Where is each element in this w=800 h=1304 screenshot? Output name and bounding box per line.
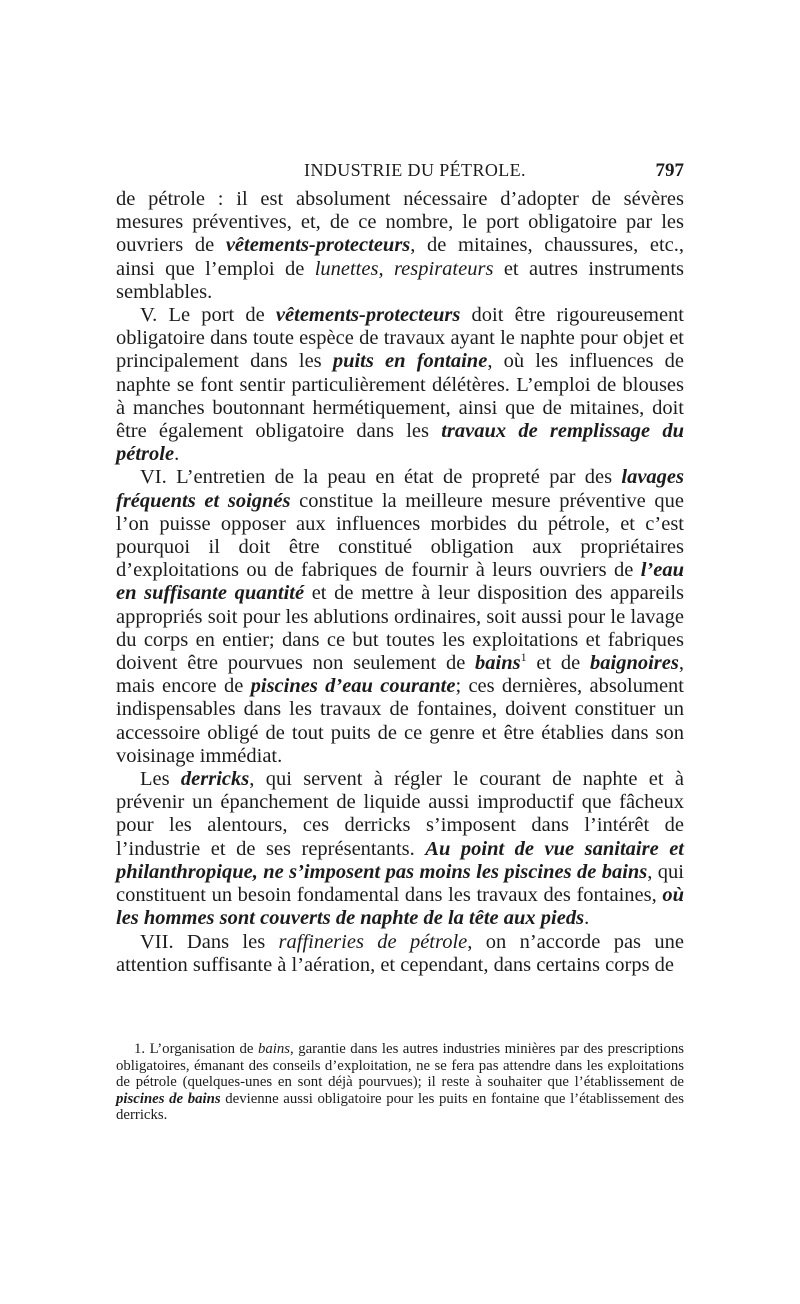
text-run: , garantie dans les autres industries minières par des prescriptions obligatoires, émanant des conseils d’exploitation, ne se fera pas attendre dans les exploitations de pétrole (quelques-unes en sont déjà pourvues); il reste à souhaiter que l’établissement de: [116, 1041, 684, 1091]
text-run: V. Le port de: [140, 304, 276, 327]
emphasis: piscines d’eau courante: [250, 675, 456, 698]
emphasis: travaux de remplissage du pétrole: [116, 420, 684, 466]
paragraph-vi: [116, 466, 684, 768]
text-run: , de mitaines, chaussures, etc., ainsi que l’emploi de: [116, 234, 684, 280]
text-run: , mais encore de: [116, 652, 684, 698]
running-title: INDUSTRIE DU PÉTROLE.: [304, 160, 526, 180]
footnote-text: [116, 1041, 684, 1124]
footnote: [116, 1041, 684, 1124]
paragraph-continuation: [116, 188, 684, 304]
footnote-marker: 1: [520, 650, 527, 665]
text-run: devienne aussi obligatoire pour les puits en fontaine que l’établissement des derricks.: [116, 1090, 684, 1124]
text-run: et de mettre à leur disposition des appareils appropriés soit pour les ablutions ordinaires, soit aussi pour le lavage du corps en entier; dans ce but toutes les exploitations et fabriques doivent être pourvues non seulement de: [116, 582, 684, 675]
text-run: VII. Dans les: [140, 930, 279, 953]
emphasis: puits en fontaine: [332, 350, 488, 373]
emphasis: baignoires: [590, 652, 679, 675]
emphasis: vêtements-protecteurs: [275, 304, 461, 327]
text-run: , qui constituent un besoin fondamental dans les travaux des fontaines,: [116, 860, 684, 907]
text-run: VI. L’entretien de la peau en état de propreté par des: [140, 466, 622, 489]
emphasis: bains: [257, 1041, 291, 1057]
emphasis: lavages fréquents et soignés: [116, 466, 684, 512]
text-run: de pétrole : il est absolument nécessaire d’adopter de sévères mesures préventives, et, de ce nombre, le port obligatoire par les ouvriers de: [116, 188, 684, 257]
paragraph-derricks: [116, 768, 684, 930]
text-run: et autres instruments semblables.: [116, 257, 685, 303]
emphasis: raffineries de pétrole: [278, 930, 468, 953]
text-run: doit être rigoureusement obligatoire dans toute espèce de travaux ayant le naphte pour objet et principalement dans les: [116, 304, 684, 373]
running-head: [116, 160, 684, 184]
text-run: .: [584, 907, 590, 930]
page-number: 797: [655, 160, 684, 181]
text-run: , on n’accorde pas une attention suffisante à l’aération, et cependant, dans certains corps de: [116, 930, 684, 976]
emphasis: bains: [475, 652, 521, 675]
paragraph-v: [116, 304, 684, 466]
emphasis: où les hommes sont couverts de naphte de la tête aux pieds: [116, 884, 684, 930]
emphasis: vêtements-protecteurs: [225, 234, 411, 257]
emphasis: derricks: [180, 768, 250, 791]
text-run: , qui servent à régler le courant de naphte et à prévenir un épanchement de liquide aussi improductif que fâcheux pour les alentours, ces derricks s’imposent dans l’intérêt de l’industrie et de ses représentants.: [116, 768, 684, 860]
text-run: Les: [140, 768, 181, 791]
text-run: constitue la meilleure mesure préventive que l’on puisse opposer aux influences morbides du pétrole, et c’est pourquoi il doit être constitué obligation aux propriétaires d’exploitations ou de fabriques de fournir à leurs ouvriers de: [116, 489, 684, 582]
emphasis: lunettes, respirateurs: [314, 257, 494, 280]
text-run: et de: [526, 652, 591, 675]
text-run: ; ces dernières, absolument indispensables dans les travaux de fontaines, doivent constituer un accessoire obligé de tout puits de ce genre et être établies dans son voisinage immédiat.: [116, 675, 684, 767]
paragraph-vii: [116, 931, 684, 977]
text-run: 1. L’organisation de: [134, 1041, 258, 1057]
text-run: , où les influences de naphte se font sentir particulièrement délétères. L’emploi de blouses à manches boutonnant hermétiquement, ainsi que de mitaines, doit être également obligatoire dans les: [116, 350, 684, 443]
emphasis: Au point de vue sanitaire et philanthropique, ne s’imposent pas moins les piscines de bains: [116, 837, 685, 883]
body-text: [116, 188, 684, 977]
emphasis: l’eau en suffisante quantité: [116, 559, 684, 605]
text-run: .: [174, 443, 180, 466]
emphasis: piscines de bains: [116, 1090, 221, 1107]
